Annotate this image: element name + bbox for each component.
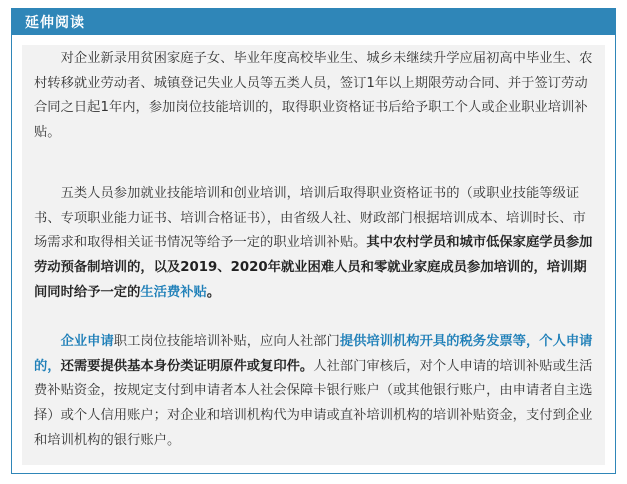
section-header	[12, 9, 615, 35]
content-panel	[22, 45, 605, 465]
section-title: 延伸阅读	[25, 15, 85, 31]
paragraph-application-process	[34, 330, 593, 454]
paragraph-text: 人社部门审核后，对个人申请的培训补贴或生活费补贴资金，按规定支付到申请者本人社会保障卡银行账户（或其他银行账户，由申请者自主选择）或个人信用账户；对企业和培训机构代为申请或直补培训机构的培训补贴资金，支付到企业和培训机构的银行账户。	[34, 358, 593, 448]
id-proof-emphasis: 还需要提供基本身份类证明原件或复印件。	[60, 358, 314, 374]
paragraph-training-subsidy	[34, 182, 593, 306]
emphasis-text: 。	[206, 284, 221, 300]
extended-reading-card	[11, 8, 616, 474]
paragraph-text: 对企业新录用贫困家庭子女、毕业年度高校毕业生、城乡未继续升学应届初高中毕业生、农村转移就业劳动者、城镇登记失业人员等五类人员，签订1年以上期限劳动合同、并于签订劳动合同之日起1年内，参加岗位技能培训的，取得职业资格证书后给予职工个人或企业职业培训补贴。	[34, 51, 593, 141]
enterprise-apply-highlight: 企业申请	[60, 334, 114, 349]
paragraph-text: 五类人员参加就业技能培训和创业培训，培训后取得职业资格证书的（或职业技能等级证书、专项职业能力证书、培训合格证书），由省级人社、财政部门根据培训成本、培训时长、市场需求和取得相关证书情况等给予一定的职业培训补贴。	[34, 186, 586, 251]
paragraph-text: 职工岗位技能培训补贴，应向人社部门	[113, 334, 340, 349]
living-allowance-highlight: 生活费补贴	[140, 284, 207, 300]
emphasis-text: 其中农村学员和城市低保家庭学员参加劳动预备制培训的，以及2019、2020年就业困难人员和零就业家庭成员参加培训的，培训期间同时给予一定的	[34, 235, 593, 300]
invoice-requirement-highlight: 提供培训机构开具的税务发票等，个人申请的，	[34, 334, 593, 374]
paragraph-subsidy-eligibility	[34, 47, 593, 146]
